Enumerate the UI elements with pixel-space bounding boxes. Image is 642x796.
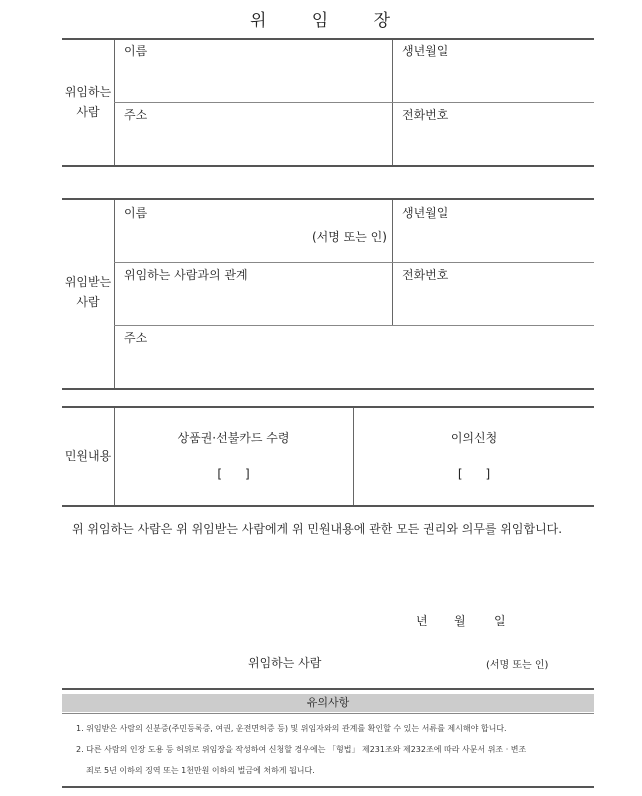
label-line: 위임하는 <box>64 85 112 99</box>
date-day-label: 일 <box>494 614 506 628</box>
signature-label: 위임하는 사람 <box>248 656 322 670</box>
title-char: 장 <box>373 11 393 31</box>
label-line: 위임받는 <box>64 275 112 289</box>
delegator-phone-label: 전화번호 <box>402 108 449 122</box>
notes-title: 유의사항 <box>62 694 594 712</box>
document-title <box>0 6 642 31</box>
delegate-name-label: 이름 <box>124 206 148 220</box>
title-char: 위 <box>249 11 269 31</box>
delegator-address-label: 주소 <box>124 108 148 122</box>
signature-hint: (서명 또는 인) <box>486 660 549 671</box>
delegate-signature-hint: (서명 또는 인) <box>312 230 387 244</box>
delegate-section-label <box>62 272 114 312</box>
label-line: 사람 <box>76 295 100 309</box>
column-divider <box>353 408 354 505</box>
row-divider <box>114 102 594 103</box>
row-divider <box>114 325 594 326</box>
notes-item: 2. 다른 사람의 인장 도용 등 허위로 위임장을 작성하여 신청할 경우에는 「형법」 제231조와 제232조에 따라 사문서 위조 · 변조 <box>76 745 527 754</box>
section-border-top <box>62 198 594 200</box>
request-section-label: 민원내용 <box>64 449 112 463</box>
column-divider <box>392 40 393 166</box>
delegator-birth-label: 생년월일 <box>402 44 449 58</box>
label-line: 사람 <box>76 105 100 119</box>
delegator-name-label: 이름 <box>124 44 148 58</box>
delegate-birth-label: 생년월일 <box>402 206 449 220</box>
option-objection-checkbox[interactable]: [ ] <box>457 467 491 481</box>
column-divider <box>114 200 115 388</box>
option-gift-card-label: 상품권·선불카드 수령 <box>177 431 290 445</box>
column-divider <box>114 408 115 505</box>
delegator-section-label <box>62 82 114 122</box>
notes-item: 1. 위임받은 사람의 신분증(주민등록증, 여권, 운전면허증 등) 및 위임자와의 관계를 확인할 수 있는 서류를 제시해야 합니다. <box>76 724 507 733</box>
notes-item: 죄로 5년 이하의 징역 또는 1천만원 이하의 벌금에 처하게 됩니다. <box>86 766 315 775</box>
section-border-top <box>62 38 594 40</box>
section-border-bottom <box>62 388 594 390</box>
section-border-bottom <box>62 165 594 167</box>
option-objection-label: 이의신청 <box>450 431 498 445</box>
delegate-phone-label: 전화번호 <box>402 268 449 282</box>
column-divider <box>114 40 115 166</box>
delegate-relation-label: 위임하는 사람과의 관계 <box>124 268 248 282</box>
delegation-statement: 위 위임하는 사람은 위 위임받는 사람에게 위 민원내용에 관한 모든 권리와 의무를 위임합니다. <box>72 522 563 536</box>
row-divider <box>114 262 594 263</box>
notes-border-bottom <box>62 786 594 788</box>
notes-border-top <box>62 688 594 690</box>
date-month-label: 월 <box>454 614 466 628</box>
date-year-label: 년 <box>416 614 428 628</box>
section-border-bottom <box>62 505 594 507</box>
delegate-address-label: 주소 <box>124 331 148 345</box>
title-char: 임 <box>311 11 331 31</box>
notes-divider <box>62 713 594 714</box>
option-gift-card-checkbox[interactable]: [ ] <box>217 467 250 481</box>
section-border-top <box>62 406 594 408</box>
